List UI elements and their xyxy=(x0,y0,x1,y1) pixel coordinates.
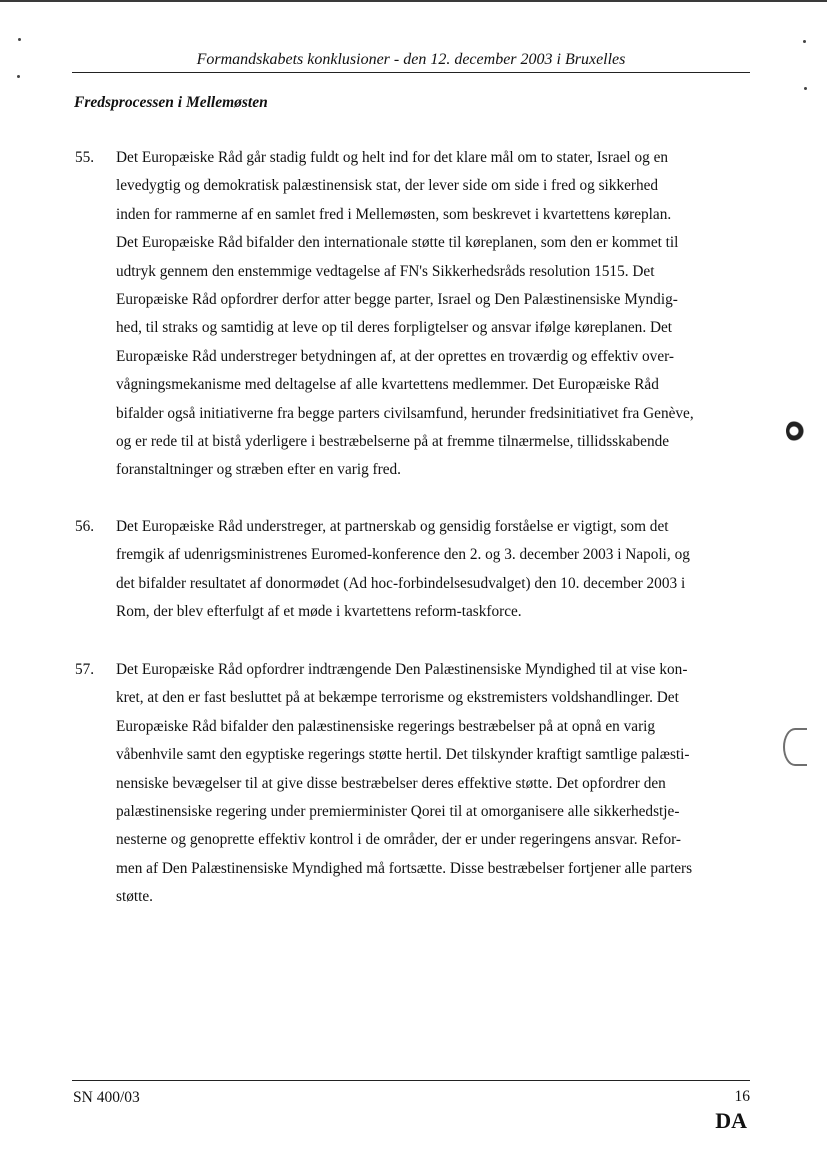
scan-dot xyxy=(18,38,21,41)
text-line: bifalder også initiativerne fra begge parters civilsamfund, herunder fredsinitiativet fra Genève, xyxy=(116,404,694,422)
text-line: kret, at den er fast besluttet på at bekæmpe terrorisme og ekstremisters voldshandlinger. Det xyxy=(116,689,679,707)
paragraph-number: 55. xyxy=(75,149,95,166)
text-line: hed, til straks og samtidig at leve op til deres forpligtelser og ansvar ifølge køreplanen. Det xyxy=(116,319,673,337)
text-line: inden for rammerne af en samlet fred i Mellemøsten, som beskrevet i kvartettens køreplan. xyxy=(116,205,672,223)
paragraph-text xyxy=(116,144,753,485)
scan-top-border xyxy=(0,0,827,2)
document-header: Formandskabets konklusioner - den 12. december 2003 i Bruxelles xyxy=(196,51,626,68)
scan-dot xyxy=(803,40,806,43)
text-line: Det Europæiske Råd bifalder den internationale støtte til køreplanen, som den er kommet til xyxy=(116,234,679,252)
text-line: vågningsmekanisme med deltagelse af alle kvartettens medlemmer. Det Europæiske Råd xyxy=(116,376,659,394)
text-line: palæstinensiske regering under premierminister Qorei til at omorganisere alle sikkerhedstje- xyxy=(116,803,680,821)
paragraph-number: 57. xyxy=(75,661,95,678)
document-reference: SN 400/03 xyxy=(73,1089,140,1106)
text-line: nensiske bevægelser til at give disse bestræbelser deres effektive støtte. Det opfordrer den xyxy=(116,774,666,792)
text-line: støtte. xyxy=(116,888,153,906)
text-line: Europæiske Råd opfordrer derfor atter begge parter, Israel og Den Palæstinensiske Myndig- xyxy=(116,291,678,309)
text-line: Europæiske Råd bifalder den palæstinensiske regerings bestræbelser på at opnå en varig xyxy=(116,717,656,735)
text-line: Det Europæiske Råd går stadig fuldt og helt ind for det klare mål om to stater, Israel og en xyxy=(116,149,669,166)
text-line: og er rede til at bistå yderligere i bestræbelserne på at fremme tilnærmelse, tillidsskabende xyxy=(116,433,670,451)
section-title: Fredsprocessen i Mellemøsten xyxy=(74,94,268,111)
text-line: levedygtig og demokratisk palæstinensisk stat, der lever side om side i fred og sikkerhed xyxy=(116,177,659,195)
text-line: udtryk gennem den enstemmige vedtagelse af FN's Sikkerhedsråds resolution 1515. Det xyxy=(116,262,655,280)
scan-dot xyxy=(17,75,20,78)
text-line: våbenhvile samt den egyptiske regerings støtte hertil. Det tilskynder kraftigt samtlige palæsti- xyxy=(116,746,690,764)
text-line: nesterne og genoprette effektiv kontrol i de områder, der er under regeringens ansvar. Refor- xyxy=(116,831,681,849)
text-line: Europæiske Råd understreger betydningen af, at der oprettes en troværdig og effektiv over- xyxy=(116,347,674,365)
paragraph-text xyxy=(116,656,753,912)
text-line: fremgik af udenrigsministrenes Euromed-konference den 2. og 3. december 2003 i Napoli, og xyxy=(116,546,690,564)
text-line: men af Den Palæstinensiske Myndighed må fortsætte. Disse bestræbelser fortjener alle parters xyxy=(116,859,693,877)
text-line: Det Europæiske Råd opfordrer indtrængende Den Palæstinensiske Myndighed til at vise kon- xyxy=(116,661,688,678)
language-code: DA xyxy=(715,1108,747,1133)
punch-hole-mark xyxy=(783,728,807,766)
paragraph-text xyxy=(116,513,753,627)
text-line: foranstaltninger og stræben efter en varig fred. xyxy=(116,461,402,479)
text-line: det bifalder resultatet af donormødet (Ad hoc-forbindelsesudvalget) den 10. december 2003 i xyxy=(116,574,686,592)
footer-rule xyxy=(72,1080,750,1081)
header-rule xyxy=(72,72,750,73)
text-line: Det Europæiske Råd understreger, at partnerskab og gensidig forståelse er vigtigt, som det xyxy=(116,518,669,535)
punch-hole-mark xyxy=(786,420,806,442)
scan-dot xyxy=(804,87,807,90)
page-number: 16 xyxy=(734,1088,750,1105)
text-line: Rom, der blev efterfulgt af et møde i kvartettens reform-taskforce. xyxy=(116,603,522,621)
paragraph-number: 56. xyxy=(75,518,95,535)
